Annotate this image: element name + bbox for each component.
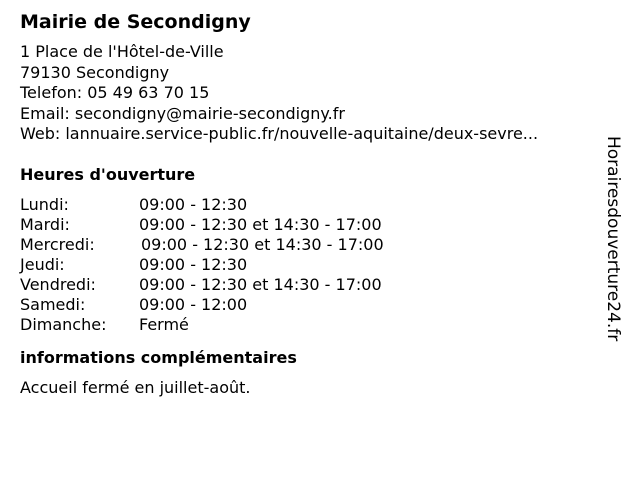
opening-hours-heading: Heures d'ouverture [20,164,196,184]
hours-day: Jeudi: [20,254,65,274]
hours-row-mercredi [20,235,600,255]
hours-time: 09:00 - 12:30 [139,194,248,214]
hours-row-jeudi [20,255,600,275]
business-card [20,10,600,398]
hours-time: 09:00 - 12:30 [139,254,248,274]
hours-day: Lundi: [20,194,69,214]
hours-row-mardi [20,215,600,235]
additional-info-text: Accueil fermé en juillet-août. [20,377,251,397]
hours-time: Fermé [139,314,189,334]
hours-day: Mardi: [20,214,70,234]
hours-time: 09:00 - 12:00 [139,294,248,314]
hours-day: Samedi: [20,294,86,314]
hours-day: Vendredi: [20,274,96,294]
phone-line: Telefon: 05 49 63 70 15 [20,83,210,102]
hours-row-dimanche [20,315,600,335]
hours-row-samedi [20,295,600,315]
hours-time: 09:00 - 12:30 et 14:30 - 17:00 [139,214,382,234]
city-postcode: 79130 Secondigny [20,62,170,82]
email-line: Email: secondigny@mairie-secondigny.fr [20,103,345,123]
opening-hours-table [20,195,600,335]
hours-day: Mercredi: [20,234,95,254]
web-line: Web: lannuaire.service-public.fr/nouvelle-aquitaine/deux-sevre... [20,124,539,143]
hours-day: Dimanche: [20,314,107,334]
additional-info-heading: informations complémentaires [20,347,297,367]
hours-row-lundi [20,195,600,215]
hours-time: 09:00 - 12:30 et 14:30 - 17:00 [141,234,384,254]
street-address: 1 Place de l'Hôtel-de-Ville [20,42,224,61]
hours-row-vendredi [20,275,600,295]
hours-time: 09:00 - 12:30 et 14:30 - 17:00 [139,274,382,294]
brand-watermark: Horairesdouverture24.fr [603,136,623,342]
address-block [20,42,600,145]
page-title: Mairie de Secondigny [20,11,251,33]
